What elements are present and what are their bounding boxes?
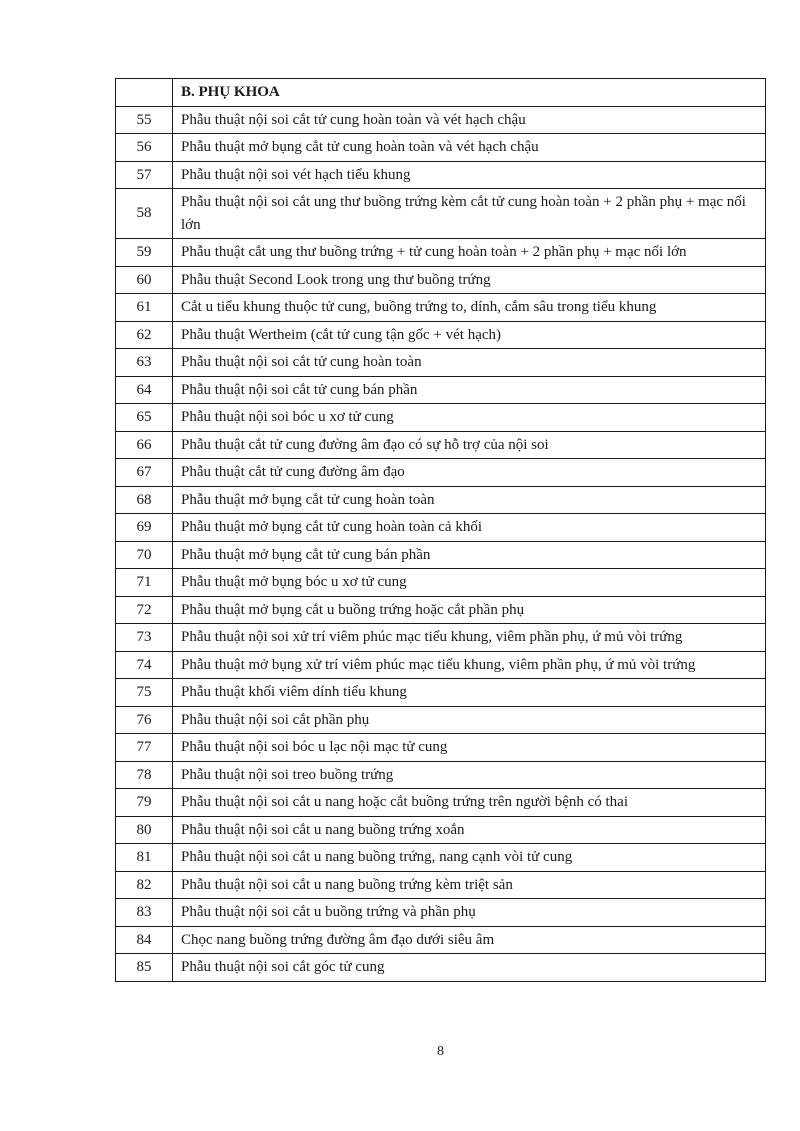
row-number: 62 bbox=[116, 321, 173, 349]
row-description: Phẫu thuật nội soi cắt góc tử cung bbox=[173, 954, 766, 982]
row-description: Chọc nang buồng trứng đường âm đạo dưới siêu âm bbox=[173, 926, 766, 954]
row-description: Phẫu thuật nội soi xử trí viêm phúc mạc tiểu khung, viêm phần phụ, ứ mủ vòi trứng bbox=[173, 624, 766, 652]
table-row bbox=[116, 596, 766, 624]
table-row bbox=[116, 871, 766, 899]
row-description: Phẫu thuật cắt tử cung đường âm đạo có sự hỗ trợ của nội soi bbox=[173, 431, 766, 459]
row-number: 63 bbox=[116, 349, 173, 377]
row-number: 68 bbox=[116, 486, 173, 514]
row-description: Phẫu thuật nội soi bóc u lạc nội mạc tử cung bbox=[173, 734, 766, 762]
row-number: 83 bbox=[116, 899, 173, 927]
row-number: 78 bbox=[116, 761, 173, 789]
row-number: 61 bbox=[116, 294, 173, 322]
table-row bbox=[116, 679, 766, 707]
row-description: Phẫu thuật nội soi cắt u nang buồng trứng kèm triệt sản bbox=[173, 871, 766, 899]
row-description: Phẫu thuật nội soi treo buồng trứng bbox=[173, 761, 766, 789]
row-number: 56 bbox=[116, 134, 173, 162]
row-description: Phẫu thuật cắt tử cung đường âm đạo bbox=[173, 459, 766, 487]
table-row bbox=[116, 569, 766, 597]
row-number: 60 bbox=[116, 266, 173, 294]
row-number: 67 bbox=[116, 459, 173, 487]
row-description: Phẫu thuật nội soi cắt u nang hoặc cắt buồng trứng trên người bệnh có thai bbox=[173, 789, 766, 817]
row-number: 65 bbox=[116, 404, 173, 432]
row-description: Phẫu thuật nội soi cắt u nang buồng trứng xoắn bbox=[173, 816, 766, 844]
row-description: Phẫu thuật nội soi cắt tử cung bán phần bbox=[173, 376, 766, 404]
row-description: Phẫu thuật nội soi cắt ung thư buồng trứng kèm cắt tử cung hoàn toàn + 2 phần phụ + mạc nối lớn bbox=[173, 189, 766, 239]
row-number: 64 bbox=[116, 376, 173, 404]
row-number: 74 bbox=[116, 651, 173, 679]
table-row bbox=[116, 431, 766, 459]
table-row bbox=[116, 816, 766, 844]
row-description: Phẫu thuật khối viêm dính tiểu khung bbox=[173, 679, 766, 707]
table-row bbox=[116, 376, 766, 404]
table-row bbox=[116, 294, 766, 322]
table-row bbox=[116, 541, 766, 569]
row-number: 82 bbox=[116, 871, 173, 899]
row-number: 79 bbox=[116, 789, 173, 817]
row-description: Cắt u tiểu khung thuộc tử cung, buồng trứng to, dính, cắm sâu trong tiểu khung bbox=[173, 294, 766, 322]
table-row bbox=[116, 926, 766, 954]
row-number: 58 bbox=[116, 189, 173, 239]
row-description: Phẫu thuật nội soi cắt tử cung hoàn toàn bbox=[173, 349, 766, 377]
table-row bbox=[116, 954, 766, 982]
row-number: 55 bbox=[116, 106, 173, 134]
table-row bbox=[116, 189, 766, 239]
row-number: 59 bbox=[116, 239, 173, 267]
table-row bbox=[116, 486, 766, 514]
row-number: 73 bbox=[116, 624, 173, 652]
table-row bbox=[116, 404, 766, 432]
header-title-cell: B. PHỤ KHOA bbox=[173, 79, 766, 107]
row-number: 81 bbox=[116, 844, 173, 872]
row-description: Phẫu thuật Second Look trong ung thư buồng trứng bbox=[173, 266, 766, 294]
row-description: Phẫu thuật mở bụng cắt u buồng trứng hoặc cắt phần phụ bbox=[173, 596, 766, 624]
row-description: Phẫu thuật mở bụng cắt tử cung hoàn toàn bbox=[173, 486, 766, 514]
table-row bbox=[116, 624, 766, 652]
procedures-table bbox=[115, 78, 766, 982]
row-description: Phẫu thuật nội soi cắt u nang buồng trứng, nang cạnh vòi tử cung bbox=[173, 844, 766, 872]
header-number-cell bbox=[116, 79, 173, 107]
row-description: Phẫu thuật cắt ung thư buồng trứng + tử cung hoàn toàn + 2 phần phụ + mạc nối lớn bbox=[173, 239, 766, 267]
table-row bbox=[116, 514, 766, 542]
row-number: 85 bbox=[116, 954, 173, 982]
row-description: Phẫu thuật Wertheim (cắt tử cung tận gốc + vét hạch) bbox=[173, 321, 766, 349]
row-number: 80 bbox=[116, 816, 173, 844]
table-row bbox=[116, 706, 766, 734]
table-row bbox=[116, 161, 766, 189]
table-row bbox=[116, 789, 766, 817]
row-number: 69 bbox=[116, 514, 173, 542]
row-number: 76 bbox=[116, 706, 173, 734]
row-description: Phẫu thuật nội soi bóc u xơ tử cung bbox=[173, 404, 766, 432]
row-description: Phẫu thuật mở bụng cắt tử cung bán phần bbox=[173, 541, 766, 569]
table-row bbox=[116, 844, 766, 872]
row-description: Phẫu thuật nội soi vét hạch tiểu khung bbox=[173, 161, 766, 189]
row-description: Phẫu thuật mở bụng xử trí viêm phúc mạc tiểu khung, viêm phần phụ, ứ mủ vòi trứng bbox=[173, 651, 766, 679]
page-number: 8 bbox=[437, 1044, 444, 1059]
procedures-table-body bbox=[116, 79, 766, 982]
row-number: 57 bbox=[116, 161, 173, 189]
row-description: Phẫu thuật mở bụng cắt tử cung hoàn toàn cả khối bbox=[173, 514, 766, 542]
row-description: Phẫu thuật nội soi cắt u buồng trứng và phần phụ bbox=[173, 899, 766, 927]
row-description: Phẫu thuật nội soi cắt phần phụ bbox=[173, 706, 766, 734]
row-number: 70 bbox=[116, 541, 173, 569]
row-description: Phẫu thuật nội soi cắt tử cung hoàn toàn và vét hạch chậu bbox=[173, 106, 766, 134]
row-number: 66 bbox=[116, 431, 173, 459]
row-description: Phẫu thuật mở bụng bóc u xơ tử cung bbox=[173, 569, 766, 597]
table-row bbox=[116, 106, 766, 134]
table-row bbox=[116, 761, 766, 789]
table-row bbox=[116, 899, 766, 927]
table-row bbox=[116, 321, 766, 349]
table-row bbox=[116, 239, 766, 267]
row-number: 71 bbox=[116, 569, 173, 597]
row-number: 77 bbox=[116, 734, 173, 762]
table-row bbox=[116, 459, 766, 487]
table-row bbox=[116, 134, 766, 162]
table-header-row bbox=[116, 79, 766, 107]
row-number: 75 bbox=[116, 679, 173, 707]
row-description: Phẫu thuật mở bụng cắt tử cung hoàn toàn và vét hạch chậu bbox=[173, 134, 766, 162]
table-row bbox=[116, 734, 766, 762]
table-row bbox=[116, 349, 766, 377]
row-number: 72 bbox=[116, 596, 173, 624]
table-row bbox=[116, 651, 766, 679]
row-number: 84 bbox=[116, 926, 173, 954]
table-row bbox=[116, 266, 766, 294]
